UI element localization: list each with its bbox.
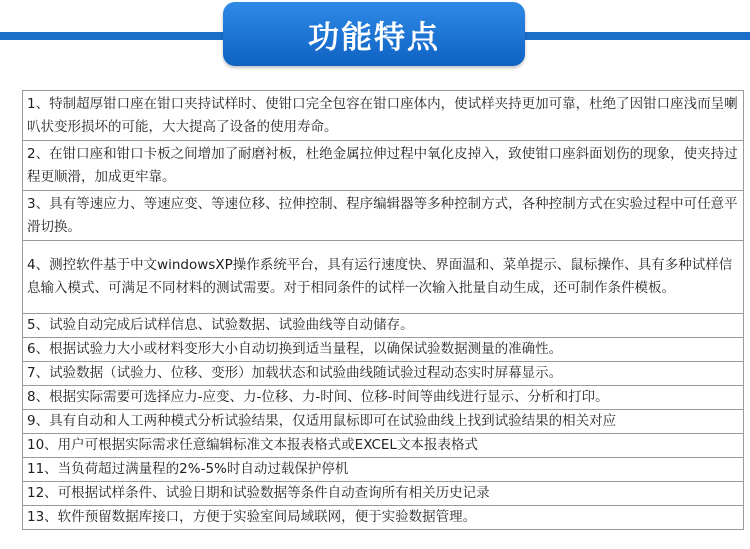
feature-text: 2、在钳口座和钳口卡板之间增加了耐磨衬板，杜绝金属拉伸过程中氧化皮掉入，致使钳口座斜面划伤的现象，使夹持过程更顺滑，加成更牢靠。 (23, 141, 744, 191)
feature-text: 7、试验数据（试验力、位移、变形）加载状态和试验曲线随试验过程动态实时屏幕显示。 (23, 362, 744, 386)
feature-text: 9、具有自动和人工两种模式分析试验结果，仅适用鼠标即可在试验曲线上找到试验结果的相关对应 (23, 410, 744, 434)
feature-row (23, 91, 744, 141)
feature-text: 6、根据试验力大小或材料变形大小自动切换到适当量程，以确保试验数据测量的准确性。 (23, 338, 744, 362)
feature-row (23, 362, 744, 386)
feature-text: 10、用户可根据实际需求任意编辑标准文本报表格式或EXCEL文本报表格式 (23, 434, 744, 458)
feature-row (23, 338, 744, 362)
feature-row (23, 314, 744, 338)
feature-text: 8、根据实际需要可选择应力-应变、力-位移、力-时间、位移-时间等曲线进行显示、分析和打印。 (23, 386, 744, 410)
feature-row (23, 410, 744, 434)
feature-row (23, 506, 744, 530)
feature-row (23, 434, 744, 458)
feature-row (23, 482, 744, 506)
feature-row (23, 191, 744, 241)
feature-text: 3、具有等速应力、等速应变、等速位移、拉伸控制、程序编辑器等多种控制方式，各种控制方式在实验过程中可任意平滑切换。 (23, 191, 744, 241)
feature-text: 11、当负荷超过满量程的2%-5%时自动过载保护停机 (23, 458, 744, 482)
feature-row (23, 458, 744, 482)
feature-row (23, 386, 744, 410)
feature-text: 12、可根据试样条件、试验日期和试验数据等条件自动查询所有相关历史记录 (23, 482, 744, 506)
feature-text: 4、测控软件基于中文windowsXP操作系统平台，具有运行速度快、界面温和、菜单提示、鼠标操作、具有多种试样信息输入模式、可满足不同材料的测试需要。对于相同条件的试样一次输入批量自动生成，还可制作条件模板。 (23, 241, 744, 314)
page-title: 功能特点 (308, 19, 440, 56)
feature-text: 5、试验自动完成后试样信息、试验数据、试验曲线等自动储存。 (23, 314, 744, 338)
feature-text: 13、软件预留数据库接口，方便于实验室间局域联网，便于实验数据管理。 (23, 506, 744, 530)
feature-row (23, 241, 744, 314)
features-table (22, 90, 744, 530)
title-tab (223, 2, 525, 66)
feature-row (23, 141, 744, 191)
feature-text: 1、特制超厚钳口座在钳口夹持试样时、使钳口完全包容在钳口座体内，使试样夹持更加可靠，杜绝了因钳口座浅而呈喇叭状变形损坏的可能，大大提高了设备的使用寿命。 (23, 91, 744, 141)
